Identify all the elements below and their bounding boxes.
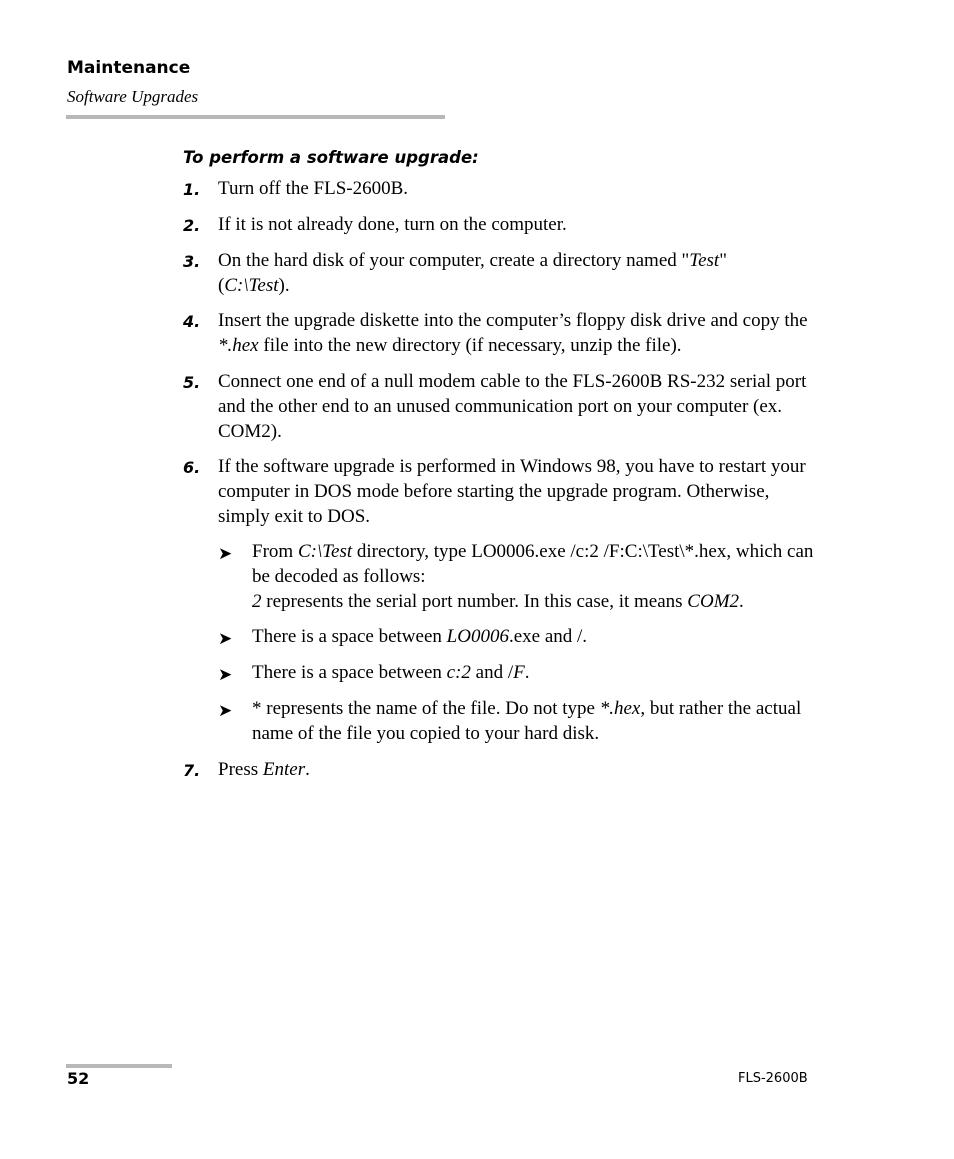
bullet-text-part: * represents the name of the file. Do not type	[252, 698, 600, 719]
step-text: Turn off the FLS-2600B.	[218, 178, 409, 199]
directory-path: C:\Test	[297, 541, 353, 562]
step-text-part: On the hard disk of your computer, create a directory named "	[218, 250, 690, 271]
bullet-text	[252, 661, 818, 686]
step-number: 1.	[183, 180, 201, 199]
step-number: 3.	[183, 252, 201, 271]
arrow-bullet-icon: ➤	[218, 665, 233, 685]
step-number: 4.	[183, 312, 201, 331]
bullet-text-part: .exe and /.	[508, 626, 588, 647]
step-text	[218, 249, 823, 299]
header-divider	[66, 115, 445, 119]
port-number: 2	[252, 590, 262, 612]
file-pattern: *.hex	[599, 698, 641, 719]
program-name: LO0006	[446, 626, 509, 647]
arrow-bullet-icon: ➤	[218, 629, 233, 649]
step-text-part: .	[305, 759, 310, 780]
step-number: 5.	[183, 373, 201, 392]
step-text: If the software upgrade is performed in Windows 98, you have to restart your computer in DOS mode before starting the upgrade program. Otherwise, simply exit to DOS.	[218, 456, 806, 527]
bullet-text-part: .	[739, 590, 744, 612]
step-text-part: ).	[278, 274, 290, 296]
bullet-text	[252, 540, 818, 614]
option-f: F	[513, 662, 525, 683]
bullet-text-part: directory, type LO0006.exe /c:2 /F:C:\Test\*.hex, which can be decoded as follows:	[252, 541, 814, 587]
step-text	[218, 758, 823, 783]
enter-key: Enter	[262, 759, 306, 780]
bullet-text-part: and /	[470, 662, 514, 683]
directory-name: Test	[689, 250, 720, 271]
arrow-bullet-icon: ➤	[218, 544, 233, 564]
port-name: COM2	[687, 590, 740, 612]
step-text-part: file into the new directory (if necessary, unzip the file).	[258, 334, 682, 356]
step-text: Connect one end of a null modem cable to the FLS-2600B RS-232 serial port and the other end to an unused communication port on your computer (ex. COM2).	[218, 371, 807, 442]
step-number: 7.	[183, 761, 201, 780]
step-text-part: "	[719, 250, 727, 271]
step-text	[218, 309, 823, 359]
arrow-bullet-icon: ➤	[218, 701, 233, 721]
step-text-part: (	[218, 274, 225, 296]
bullet-text-part: represents the serial port number. In this case, it means	[261, 590, 688, 612]
step-text-part: Press	[218, 759, 263, 780]
file-pattern: *.hex	[218, 334, 259, 356]
bullet-text-part: .	[524, 662, 530, 683]
footer-divider	[66, 1064, 172, 1068]
section-title: Maintenance	[67, 58, 191, 78]
page-number: 52	[67, 1069, 90, 1088]
option-c2: c:2	[446, 662, 471, 683]
bullet-text	[252, 697, 818, 747]
step-number: 6.	[183, 458, 201, 477]
bullet-text-part: There is a space between	[252, 626, 447, 647]
product-model: FLS-2600B	[738, 1071, 808, 1086]
directory-path: C:\Test	[224, 274, 279, 296]
bullet-text-part: From	[252, 541, 298, 562]
step-text-part: Insert the upgrade diskette into the computer’s floppy disk drive and copy the	[218, 310, 808, 331]
bullet-text	[252, 625, 818, 650]
procedure-title: To perform a software upgrade:	[183, 148, 479, 167]
step-number: 2.	[183, 216, 201, 235]
step-text: If it is not already done, turn on the computer.	[218, 214, 567, 235]
bullet-text-part: , but rather the actual name of the file you copied to your hard disk.	[252, 698, 802, 744]
bullet-text-part: There is a space between	[252, 662, 447, 683]
subsection-title: Software Upgrades	[67, 87, 199, 106]
